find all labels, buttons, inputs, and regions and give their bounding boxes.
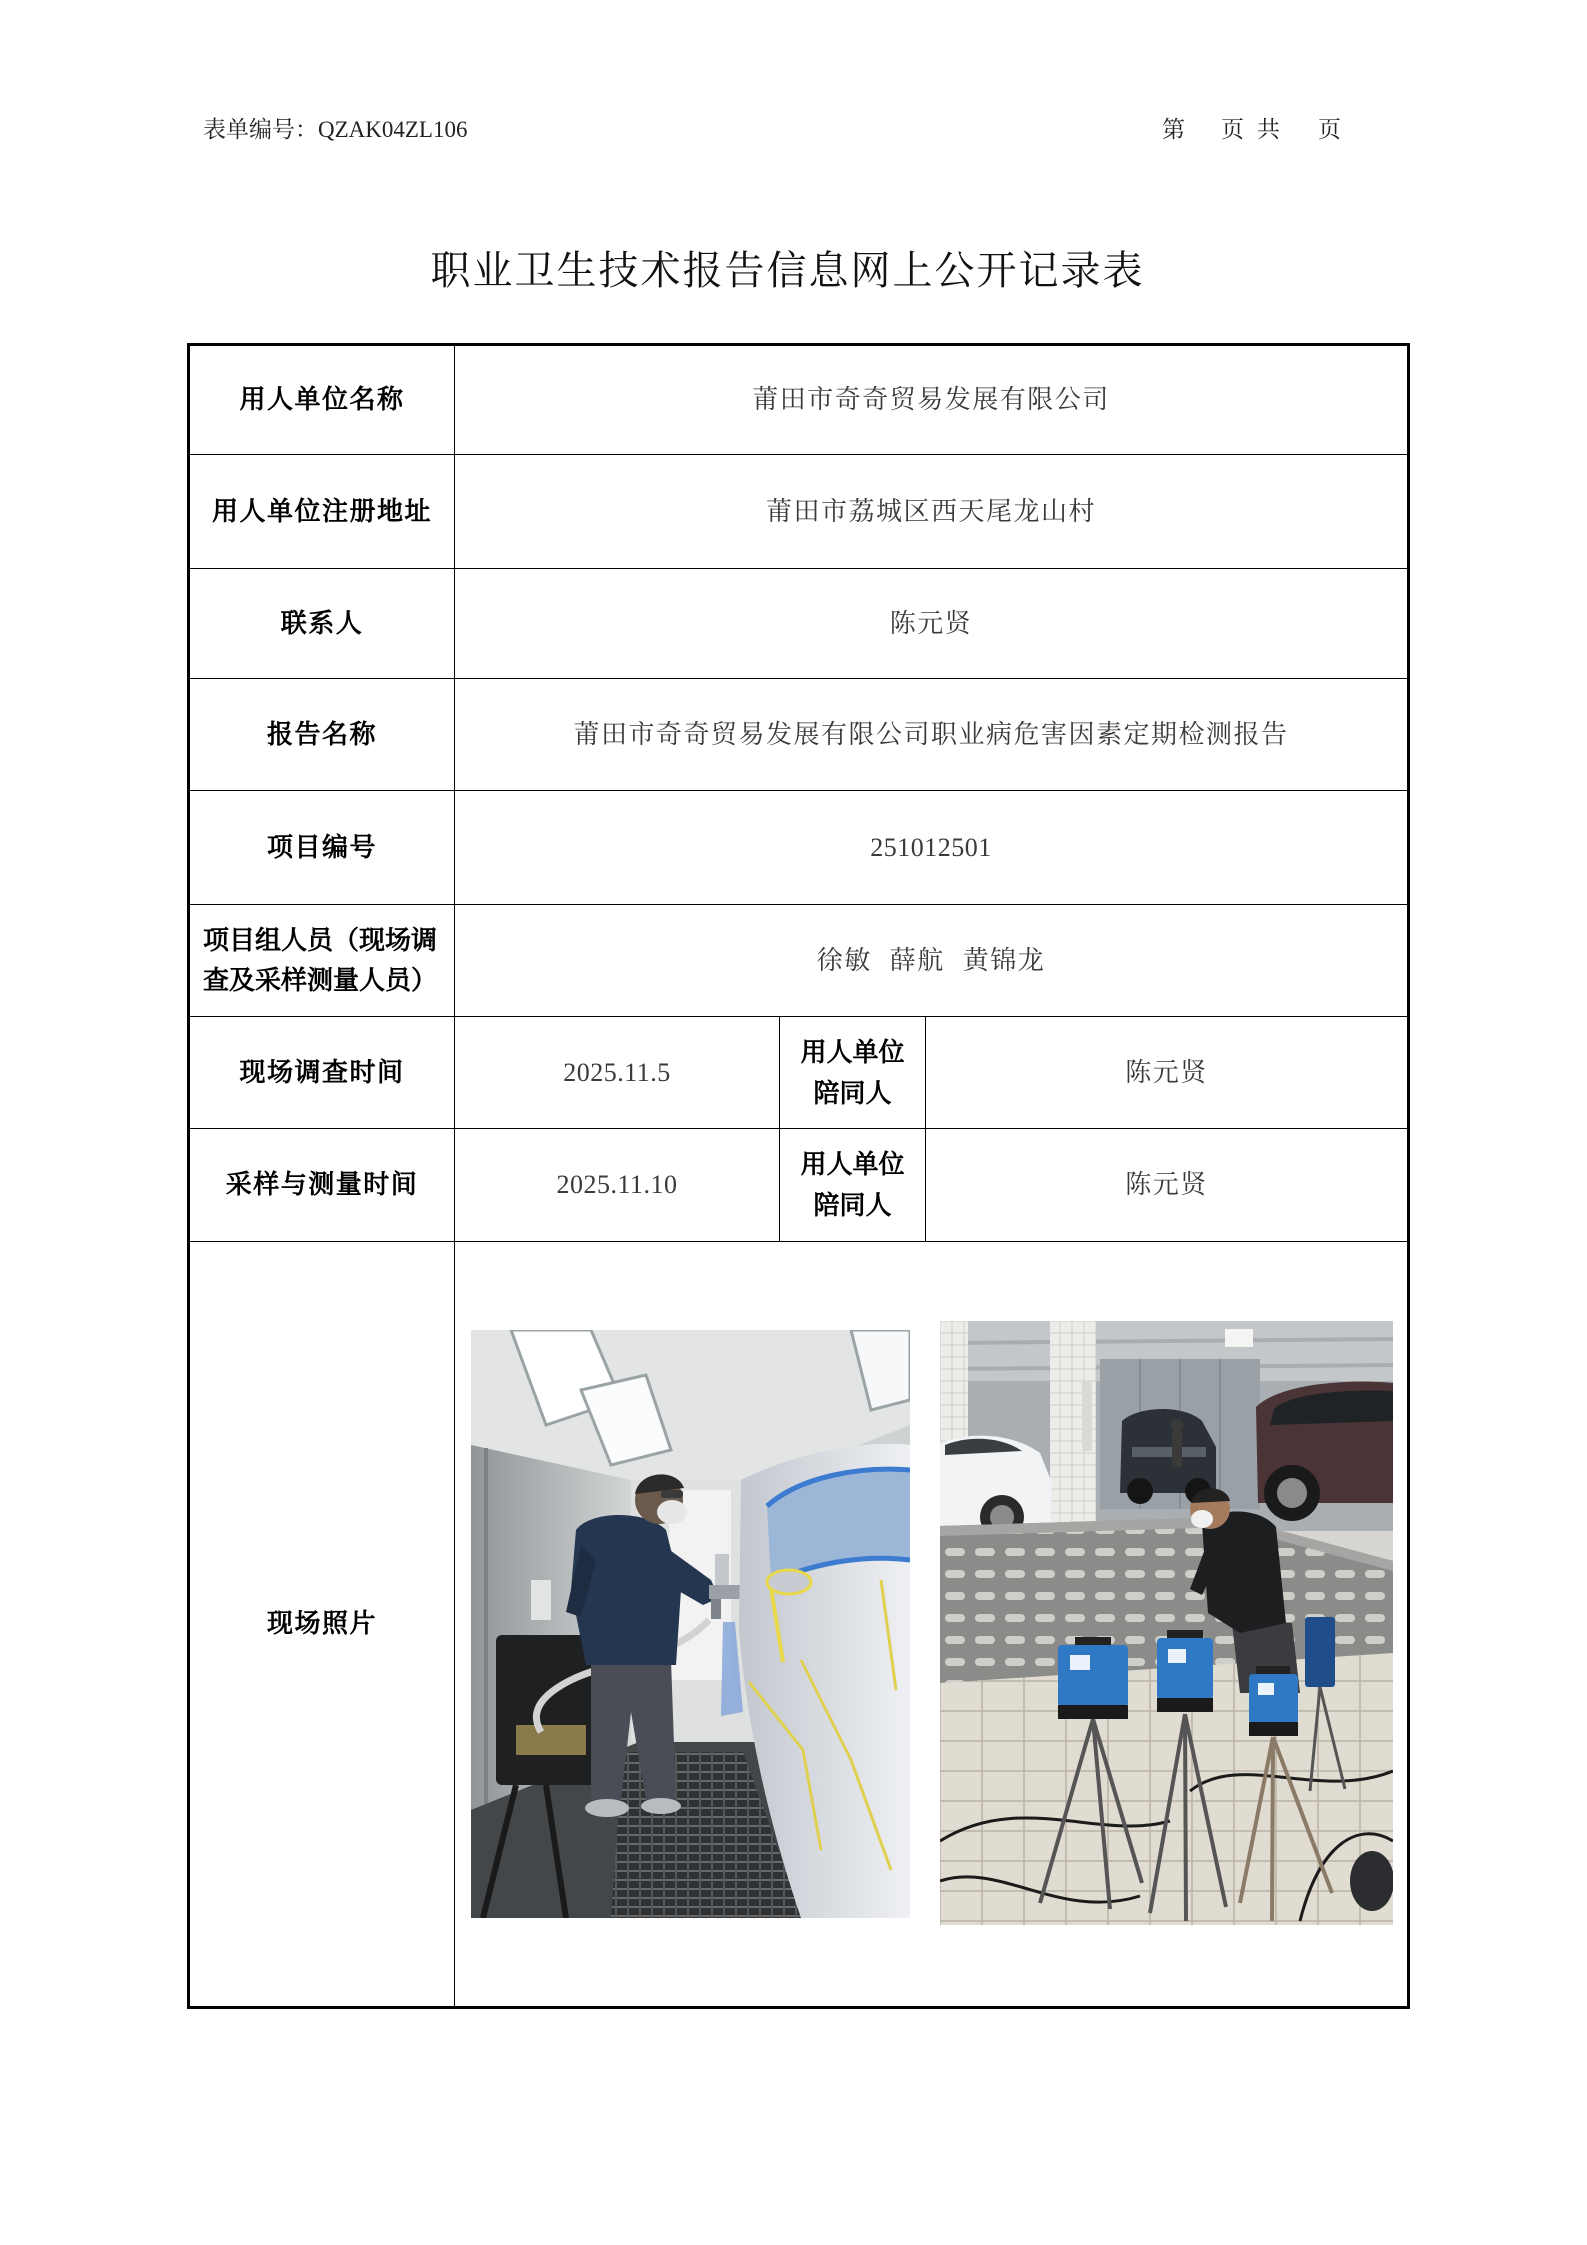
dark-suv [1120, 1409, 1216, 1504]
project-team-value: 徐敏 薛航 黄锦龙 [455, 905, 1409, 1017]
row-project-team [189, 905, 1409, 1017]
contact-value: 陈元贤 [455, 569, 1409, 679]
project-number-label: 项目编号 [189, 791, 455, 905]
document-title: 职业卫生技术报告信息网上公开记录表 [430, 248, 1145, 293]
sampling-companion-label: 用人单位陪同人 [800, 1150, 905, 1220]
survey-companion-value: 陈元贤 [926, 1017, 1409, 1129]
sampling-time-label: 采样与测量时间 [189, 1129, 455, 1242]
employer-name-label: 用人单位名称 [189, 345, 455, 455]
sampling-time-value: 2025.11.10 [455, 1129, 780, 1242]
survey-time-value: 2025.11.5 [455, 1017, 780, 1129]
sampling-companion-value: 陈元贤 [926, 1129, 1409, 1242]
project-team-label-cell [189, 905, 455, 1017]
form-number: 表单编号：QZAK04ZL106 [203, 117, 468, 142]
row-project-number [189, 791, 1409, 905]
row-survey-time [189, 1017, 1409, 1129]
row-sampling-time [189, 1129, 1409, 1242]
page-counter-ye: 页 [1221, 117, 1244, 142]
employer-address-label: 用人单位注册地址 [189, 455, 455, 569]
survey-companion-label-cell [780, 1017, 926, 1129]
employer-address-value: 莆田市荔城区西天尾龙山村 [455, 455, 1409, 569]
record-table [187, 343, 1410, 2009]
report-name-value: 莆田市奇奇贸易发展有限公司职业病危害因素定期检测报告 [455, 679, 1409, 791]
row-contact [189, 569, 1409, 679]
project-team-label: 项目组人员（现场调查及采样测量人员） [203, 925, 438, 995]
row-site-photos [189, 1242, 1409, 2008]
red-suv [1256, 1382, 1393, 1521]
page-counter-di: 第 [1162, 117, 1185, 142]
site-photos-cell [455, 1242, 1409, 2008]
site-photos-area [455, 1244, 1409, 2004]
survey-time-label: 现场调查时间 [189, 1017, 455, 1129]
page-counter-gong: 共 [1257, 117, 1280, 142]
sampling-companion-label-cell [780, 1129, 926, 1242]
site-photo-sampling [940, 1321, 1393, 1925]
row-employer-address [189, 455, 1409, 569]
site-photo-spray-booth [471, 1330, 910, 1918]
survey-companion-label: 用人单位陪同人 [800, 1037, 905, 1108]
project-number-value: 251012501 [455, 791, 1409, 905]
contact-label: 联系人 [189, 569, 455, 679]
site-photos-label: 现场照片 [189, 1242, 455, 2008]
row-report-name [189, 679, 1409, 791]
page-counter-ye-total: 页 [1318, 117, 1341, 142]
row-employer-name [189, 345, 1409, 455]
employer-name-value: 莆田市奇奇贸易发展有限公司 [455, 345, 1409, 455]
report-name-label: 报告名称 [189, 679, 455, 791]
